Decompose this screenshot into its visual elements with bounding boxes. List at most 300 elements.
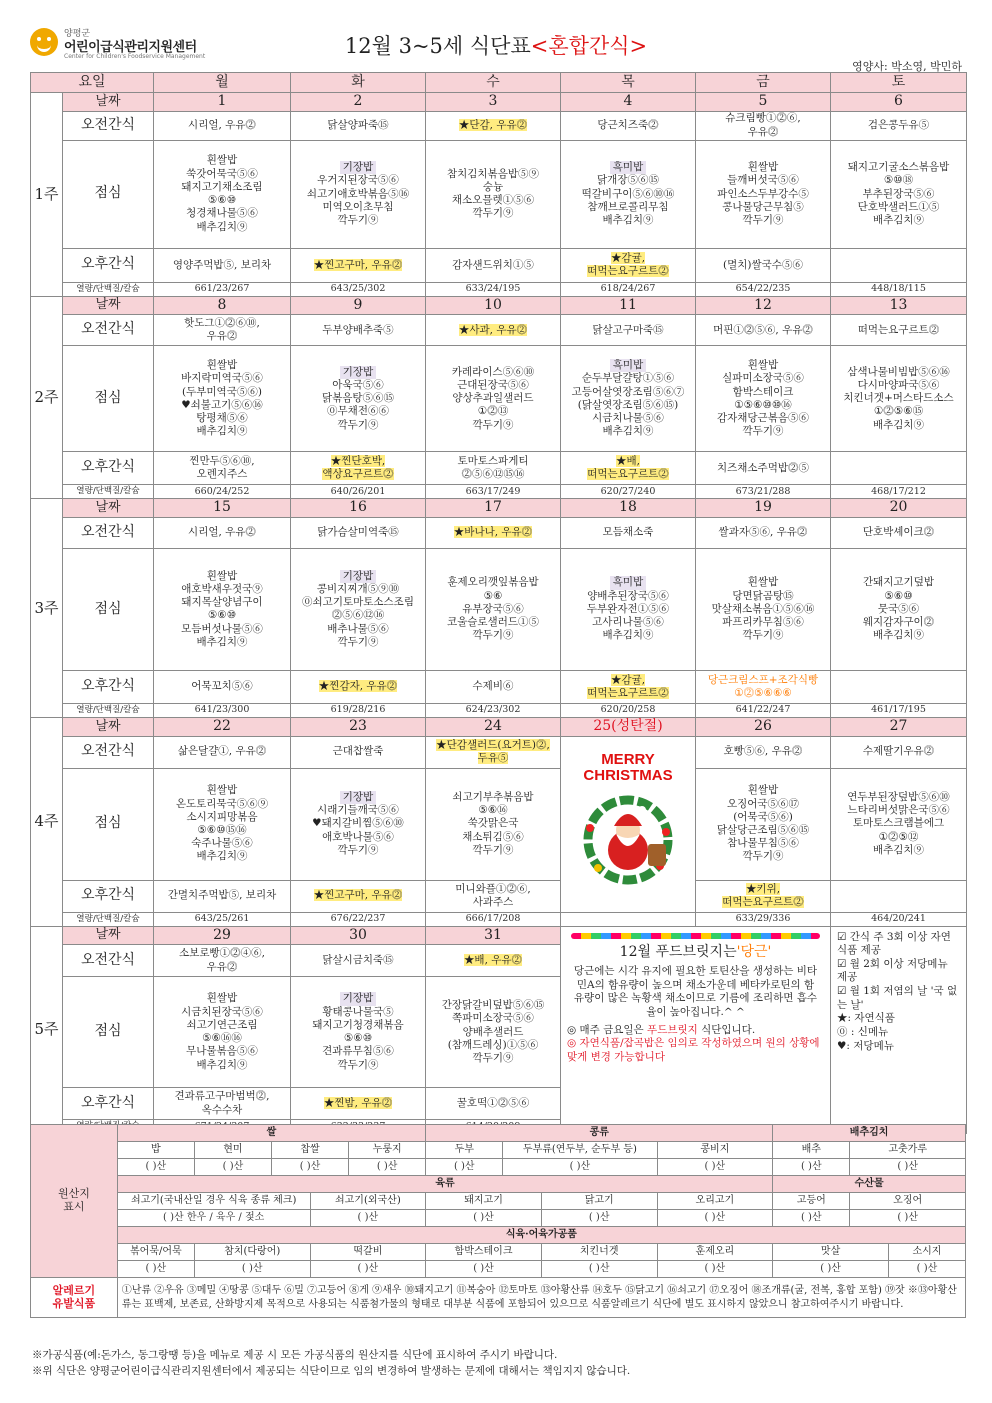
lunch-item: 깍두기⑨	[337, 635, 379, 648]
lunch-item: 깍두기⑨	[742, 425, 784, 438]
lunch-item: 참나물무침⑤⑥	[727, 837, 799, 850]
nutrition-cell: 640/26/201	[291, 485, 426, 499]
date-cell: 20	[831, 499, 967, 518]
lunch-item: 배추김치⑨	[196, 220, 248, 233]
lunch-item: 소시지피망볶음	[186, 810, 258, 823]
lunch-item: 양배추된장국⑤⑥	[587, 589, 669, 602]
date-cell: 26	[696, 717, 831, 736]
lunch-item: 당면닭곰탕⑮	[732, 589, 794, 602]
pm-snack-cell	[154, 670, 291, 703]
nutrition-cell: 676/22/237	[291, 912, 426, 926]
pm-snack-cell	[291, 248, 426, 282]
lunch-item: 맛살채소볶음①⑤⑥⑯	[711, 602, 815, 615]
page-title	[0, 30, 992, 60]
lunch-item: 간돼지고기덮밥	[862, 576, 934, 589]
snack-text: ★단감, 우유⓶	[458, 119, 528, 132]
lunch-item: 미역오이초무침	[322, 200, 394, 213]
origin-item: 볶어묵/어묵	[117, 1244, 194, 1261]
snack-text: 어묵꼬치⑤⑥	[191, 680, 253, 693]
nutrition-cell: 641/23/300	[154, 703, 291, 717]
origin-head-processed: 식육·어육가공품	[117, 1227, 965, 1244]
lunch-item: 닭볶음탕⑤⑥⑮	[321, 392, 395, 405]
christmas-cell	[561, 736, 696, 912]
nutrition-cell	[561, 912, 696, 926]
lunch-item: 떡갈비구이⑤⑥⑩⑯	[581, 187, 675, 200]
origin-item: 밥	[117, 1142, 194, 1159]
origin-value: ( )산	[773, 1159, 850, 1176]
origin-item: 함박스테이크	[426, 1244, 542, 1261]
pm-snack-cell	[696, 670, 831, 703]
nutrition-cell: 643/25/261	[154, 912, 291, 926]
food-bridge-box	[561, 926, 831, 1134]
lunch-item: 고사리나물⑤⑥	[592, 615, 664, 628]
lunch-item: 깍두기⑨	[742, 213, 784, 226]
nutrition-cell: 464/20/241	[831, 912, 967, 926]
origin-item: 쇠고기(외국산)	[310, 1193, 426, 1210]
date-cell: 19	[696, 499, 831, 518]
lunch-item: (어묵국⑤⑥)	[733, 810, 793, 823]
info-body: 당근에는 시각 유지에 필요한 토틴산을 생성하는 비타민A의 함유량이 높으며 채소가운데 베타카로틴의 함유량이 많은 녹황색 채소이므로 기름에 조리하면 흡수율이 높아집니다.^ ^	[573, 965, 818, 1019]
row-label-date: 날짜	[63, 717, 154, 736]
lunch-item: 깍두기⑨	[472, 843, 514, 856]
am-snack-cell	[291, 111, 426, 140]
lunch-cell	[696, 140, 831, 248]
snack-text: 수제비⑥	[472, 680, 514, 693]
lunch-cell	[426, 346, 561, 452]
row-label-pm: 오후간식	[63, 880, 154, 912]
pm-snack-cell	[291, 880, 426, 912]
snack-text: 슈크림빵①⓶⑥, 우유⓶	[725, 112, 801, 138]
origin-value: ( )산	[773, 1210, 850, 1227]
am-snack-cell	[696, 111, 831, 140]
lunch-item: 배추김치⑨	[602, 629, 654, 642]
lunch-item: 닭살당근조림⑤⑥⑮	[716, 824, 810, 836]
lunch-item: 흑미밥	[562, 359, 694, 372]
lunch-item: 기장밥	[292, 791, 424, 804]
lunch-item: 닭개장⑤⑥⑮	[597, 174, 659, 187]
pm-snack-cell	[831, 452, 967, 485]
day-header: 목	[561, 73, 696, 93]
origin-item: 치킨너겟	[541, 1244, 657, 1261]
org-en: Center for Children's Foodservice Management	[64, 53, 206, 60]
snack-text: ★찐고구마, 우유⓶	[313, 258, 403, 271]
nutrition-cell: 468/17/212	[831, 485, 967, 499]
am-snack-cell	[154, 517, 291, 548]
snack-text: 모듬채소죽	[602, 526, 654, 539]
am-snack-cell	[426, 111, 561, 140]
lunch-item: 기장밥	[292, 366, 424, 379]
row-label-pm: 오후간식	[63, 1088, 154, 1120]
snack-text: 수제딸기우유⓶	[862, 745, 935, 758]
date-cell: 27	[831, 717, 967, 736]
am-snack-cell	[426, 517, 561, 548]
lunch-item: 깍두기⑨	[337, 213, 379, 226]
pm-snack-cell	[831, 248, 967, 282]
nutrition-cell: 660/24/252	[154, 485, 291, 499]
lunch-item: 콩나물당근무침⑤	[722, 200, 804, 213]
snack-text: 토마토스파게티 ⓶⑤⑥⑫⑮⑯	[457, 455, 529, 481]
day-header: 월	[154, 73, 291, 93]
nutrition-cell: 633/29/336	[696, 912, 831, 926]
lunch-item: 흰쌀밥	[206, 569, 238, 582]
lunch-item: 흰쌀밥	[206, 784, 238, 797]
nutrition-cell: 633/24/195	[426, 282, 561, 296]
lunch-item: 흑미밥	[562, 576, 694, 589]
snack-text: ★찐감자, 우유⓶	[318, 680, 398, 693]
lunch-item: 돼지목살양념구이	[181, 596, 263, 609]
lunch-item: 깍두기⑨	[337, 843, 379, 856]
origin-item: 찹쌀	[271, 1142, 348, 1159]
lunch-item: ⑤⑥⑩	[343, 1032, 373, 1045]
lunch-item: 바지락미역국⑤⑥	[181, 372, 263, 385]
origin-value: ( )산	[310, 1210, 426, 1227]
origin-value: ( )산	[773, 1261, 889, 1278]
lunch-item: 느타리버섯맑은국⑤⑥	[847, 804, 950, 817]
origin-item: 콩비지	[657, 1142, 773, 1159]
origin-value: ( )산	[426, 1159, 503, 1176]
week-label: 5주	[31, 926, 63, 1134]
nutrition-cell: 448/18/115	[831, 282, 967, 296]
am-snack-cell	[154, 315, 291, 346]
origin-item: 오리고기	[657, 1193, 773, 1210]
am-snack-cell	[291, 736, 426, 768]
lunch-item: ♥쇠불고기⑤⑥⑯	[181, 398, 263, 411]
row-label-date: 날짜	[63, 499, 154, 518]
lunch-cell	[561, 140, 696, 248]
lunch-cell	[831, 346, 967, 452]
lunch-cell	[426, 977, 561, 1088]
lunch-item: 깍두기⑨	[472, 207, 514, 220]
origin-item: 오징어	[850, 1193, 966, 1210]
nutrition-cell: 643/25/302	[291, 282, 426, 296]
row-label-nutrition: 열량/단백질/칼슘	[63, 485, 154, 499]
color-bar	[571, 933, 820, 939]
nutrition-cell: 624/23/302	[426, 703, 561, 717]
pm-snack-cell	[154, 1088, 291, 1120]
lunch-item: 배추김치⑨	[602, 425, 654, 438]
snack-text: 감자샌드위치①⑤	[452, 258, 534, 271]
lunch-item: 배추김치⑨	[602, 213, 654, 226]
origin-item: 고춧가루	[850, 1142, 966, 1159]
lunch-cell	[154, 346, 291, 452]
row-label-pm: 오후간식	[63, 452, 154, 485]
lunch-item: 흑미밥	[562, 161, 694, 174]
snack-text: 소보로빵①⓶④⑥, 우유⓶	[179, 947, 265, 973]
lunch-item: 깍두기⑨	[742, 850, 784, 863]
origin-value: ( )산	[310, 1261, 426, 1278]
snack-text: 머핀①⓶⑤⑥, 우유⓶	[713, 323, 813, 336]
lunch-cell	[696, 346, 831, 452]
origin-section-label: 원산지 표시	[31, 1125, 118, 1278]
row-label-am: 오전간식	[63, 736, 154, 768]
lunch-item: 연두부된장덮밥⑤⑥⑩	[847, 790, 950, 803]
lunch-item: 단호박샐러드①⑤	[857, 200, 940, 213]
date-cell: 4	[561, 93, 696, 112]
lunch-cell	[831, 140, 967, 248]
nutrition-cell: 673/21/288	[696, 485, 831, 499]
lunch-item: 견과류무침⑤⑥	[322, 1045, 394, 1058]
origin-head-seafood: 수산물	[773, 1176, 966, 1193]
nutrition-cell: 654/22/235	[696, 282, 831, 296]
origin-value: ( )산	[503, 1159, 657, 1176]
org-name: 어린이급식관리지원센터	[64, 40, 197, 55]
lunch-item: 숭늉	[482, 180, 504, 193]
snack-text: ★찐단호박, 액상요구르트⓶	[322, 455, 394, 481]
lunch-item: 우거지된장국⑤⑥	[317, 174, 399, 187]
lunch-cell	[291, 548, 426, 670]
lunch-item: ♥돼지갈비찜⑤⑥⑩	[312, 817, 404, 830]
date-cell: 12	[696, 296, 831, 315]
lunch-item: 배추김치⑨	[872, 213, 925, 226]
pm-snack-cell	[426, 880, 561, 912]
snack-text: ★찐밤, 우유⓶	[323, 1097, 393, 1110]
am-snack-cell	[831, 736, 967, 768]
row-label-lunch: 점심	[63, 768, 154, 880]
snack-text: 핫도그①⓶⑥⑩, 우유⓶	[184, 317, 260, 343]
origin-head-rice: 쌀	[117, 1125, 425, 1142]
am-snack-cell	[561, 315, 696, 346]
lunch-item: ⑤⑥	[483, 589, 503, 602]
lunch-item: 깍두기⑨	[742, 629, 784, 642]
origin-value: ( )산	[657, 1159, 773, 1176]
lunch-item: 코울슬로샐러드①⑤	[446, 615, 539, 628]
lunch-item: 훈제오리깻잎볶음밥	[447, 576, 539, 589]
origin-value: ( )산	[541, 1261, 657, 1278]
origin-item: 현미	[194, 1142, 271, 1159]
lunch-item: 무나물볶음⑤⑥	[186, 1045, 258, 1058]
origin-value: ( )산	[426, 1210, 542, 1227]
allergy-text: ①난류 ②우유 ③메밀 ④땅콩 ⑤대두 ⑥밀 ⑦고등어 ⑧게 ⑨새우 ⑩돼지고기 ⑪복숭아 ⑫토마토 ⑬아황산류 ⑭호두 ⑮닭고기 ⑯쇠고기 ⑰오징어 ⑱조개류(굴, 전복, 홍합 포함) ⑲잣 ※⑬아황산류는 표백제, 보존료, 산화방지제 목적으로 사용되는 식품첨가물의 형태로 대부분 식품에 포함되어 있으므로 식품알레르기 식단에 별도 표시하지 않았으니 참고하여주시기 바랍니다.	[117, 1278, 965, 1318]
lunch-cell	[426, 768, 561, 880]
origin-value: ( )산	[541, 1210, 657, 1227]
lunch-item: 돼지고기굴소스볶음밥	[847, 161, 950, 174]
origin-item: 돼지고기	[426, 1193, 542, 1210]
lunch-item: 참깨브로콜리무침	[587, 200, 669, 213]
snack-text: (멸치)쌀국수⑤⑥	[723, 258, 803, 271]
origin-item: 떡갈비	[310, 1244, 426, 1261]
am-snack-cell	[426, 736, 561, 768]
am-snack-cell	[561, 111, 696, 140]
info-title: 12월 푸드브릿지는'당근'	[619, 943, 772, 960]
lunch-item: 순두부달걀탕①⑤⑥	[581, 372, 675, 385]
allergy-label: 알레르기 유발식품	[31, 1278, 118, 1318]
origin-value: ( )산	[271, 1159, 348, 1176]
am-snack-cell	[291, 315, 426, 346]
snack-text: 닭살양파죽⑮	[327, 119, 389, 132]
origin-table	[30, 1124, 966, 1318]
lunch-item: 배추김치⑨	[196, 635, 248, 648]
date-cell: 11	[561, 296, 696, 315]
pm-snack-cell	[831, 880, 967, 912]
lunch-cell	[696, 548, 831, 670]
pm-snack-cell	[561, 452, 696, 485]
lunch-item: 간장닭갈비덮밥⑤⑥⑮	[441, 999, 545, 1012]
lunch-item: 삼색나물비빔밥⑤⑥⑯	[847, 365, 950, 378]
lunch-item: 깍두기⑨	[472, 1051, 514, 1064]
snack-text: ★배, 떠먹는요구르트⓶	[587, 455, 669, 481]
day-header: 수	[426, 73, 561, 93]
lunch-item: ⑤⑥⑯⑯	[202, 1032, 242, 1045]
footer-notes	[32, 1347, 630, 1380]
lunch-item: 깍두기⑨	[472, 418, 514, 431]
lunch-item: 쇠고기부추볶음밥	[452, 790, 534, 803]
nutrition-cell: 620/20/258	[561, 703, 696, 717]
row-label-pm: 오후간식	[63, 248, 154, 282]
legend-item: ★: 자연식품	[837, 1012, 895, 1025]
lunch-item: 깍두기⑨	[337, 418, 379, 431]
am-snack-cell	[291, 945, 426, 977]
row-label-pm: 오후간식	[63, 670, 154, 703]
lunch-cell	[696, 768, 831, 880]
pm-snack-cell	[426, 248, 561, 282]
lunch-item: 참치김치볶음밥⑤⑨	[446, 167, 539, 180]
pm-snack-cell	[696, 248, 831, 282]
row-label-nutrition: 열량/단백질/칼슘	[63, 703, 154, 717]
row-label-lunch: 점심	[63, 548, 154, 670]
pm-snack-cell	[426, 452, 561, 485]
am-snack-cell	[696, 736, 831, 768]
lunch-item: ①⓶⑬	[477, 405, 509, 418]
row-label-am: 오전간식	[63, 111, 154, 140]
lunch-cell	[291, 346, 426, 452]
am-snack-cell	[561, 517, 696, 548]
row-label-nutrition: 열량/단백질/칼슘	[63, 912, 154, 926]
origin-value: ( )산	[850, 1210, 966, 1227]
snack-text: 쌀과자⑤⑥, 우유⓶	[718, 526, 808, 539]
origin-item: 두부류(연두부, 순두부 등)	[503, 1142, 657, 1159]
merry-christmas-text: MERRY CHRISTMAS	[583, 751, 673, 784]
nutrition-cell: 619/28/216	[291, 703, 426, 717]
lunch-item: 탕평채⑤⑥	[196, 411, 248, 424]
legend-item: ☑ 월 1회 저염의 날 '국 없는 날'	[837, 985, 958, 1011]
lunch-item: 기장밥	[292, 570, 424, 583]
day-header: 토	[831, 73, 967, 93]
origin-value: ( )산	[426, 1261, 542, 1278]
lunch-item: ⓪무채전⑥⑥	[327, 405, 389, 418]
lunch-item: 배추김치⑨	[196, 850, 248, 863]
snack-text: 미니와플①⓶⑥, 사과주스	[455, 882, 531, 908]
lunch-item: 흰쌀밥	[206, 359, 238, 372]
origin-item: 맛살	[773, 1244, 889, 1261]
origin-value: ( )산	[194, 1261, 310, 1278]
lunch-item: 유부장국⑤⑥	[462, 602, 524, 615]
am-snack-cell	[154, 945, 291, 977]
lunch-item: 시금치나물⑤⑥	[592, 411, 664, 424]
lunch-cell	[154, 140, 291, 248]
santa-wreath-icon	[568, 788, 688, 888]
title-main: 12월 3~5세 식단표	[344, 34, 531, 58]
date-cell: 5	[696, 93, 831, 112]
snack-text: ★배, 우유⓶	[463, 954, 523, 967]
lunch-item: 배추김치⑨	[196, 425, 248, 438]
week-label: 3주	[31, 499, 63, 718]
lunch-item: 애호박나물⑤⑥	[322, 830, 394, 843]
date-cell: 6	[831, 93, 967, 112]
lunch-item: 뭇국⑤⑥	[877, 602, 920, 615]
lunch-item: 토마토스크램블에그	[852, 817, 945, 830]
lunch-item: 배추김치⑨	[872, 629, 925, 642]
row-label-am: 오전간식	[63, 945, 154, 977]
snack-text: 단호박셰이크⓶	[862, 526, 935, 539]
lunch-item: 아욱국⑤⑥	[332, 378, 384, 391]
day-header: 요일	[31, 73, 154, 93]
info-note-2: ◎ 자연식품/잡곡밥은 임의로 작성하였으며 원의 상황에 맞게 변경 가능합니다	[567, 1037, 820, 1063]
origin-value: ( )산	[657, 1261, 773, 1278]
pm-snack-cell	[154, 880, 291, 912]
row-label-date: 날짜	[63, 926, 154, 945]
snack-text: 시리얼, 우유⓶	[188, 526, 256, 539]
row-label-am: 오전간식	[63, 517, 154, 548]
snack-text: ★키위, 떠먹는요구르트⓶	[722, 882, 804, 908]
date-cell: 15	[154, 499, 291, 518]
lunch-cell	[831, 548, 967, 670]
origin-value: ( )산 한우 / 육우 / 젖소	[117, 1210, 310, 1227]
legend-item: ☑ 월 2회 이상 저당메뉴 제공	[837, 957, 948, 984]
snack-text: 견과류고구마범벅⓶, 옥수수차	[174, 1090, 270, 1116]
date-cell: 29	[154, 926, 291, 945]
lunch-item: 두부완자전①⑤⑥	[586, 602, 670, 615]
lunch-cell	[291, 977, 426, 1088]
lunch-item: 치킨너겟+머스타드소스	[843, 392, 954, 405]
snack-text: 두부양배추죽⑤	[322, 323, 394, 336]
lunch-item: ⓪쇠고기토마토소스조림	[302, 596, 414, 609]
lunch-item: 파인소스두부강수⑤	[717, 187, 809, 200]
lunch-item: 오징어국⑤⑥⑰	[726, 797, 800, 810]
snack-text: ★바나나, 우유⓶	[453, 526, 533, 539]
am-snack-cell	[696, 517, 831, 548]
lunch-cell	[154, 548, 291, 670]
am-snack-cell	[696, 315, 831, 346]
snack-text: 호빵⑤⑥, 우유⓶	[723, 745, 803, 758]
nutrition-cell: 663/17/249	[426, 485, 561, 499]
origin-item: 소시지	[888, 1244, 965, 1261]
lunch-item: 근대된장국⑤⑥	[457, 378, 529, 391]
date-cell: 24	[426, 717, 561, 736]
lunch-item: 쑥갓어묵국⑤⑥	[186, 167, 258, 180]
staff-line: 영양사: 박소영, 박민하	[852, 60, 962, 73]
origin-value: ( )산	[850, 1159, 966, 1176]
origin-item: 훈제오리	[657, 1244, 773, 1261]
lunch-item: 고등어살엿장조림⑤⑥⑦	[571, 385, 685, 398]
row-label-lunch: 점심	[63, 977, 154, 1088]
origin-value: ( )산	[117, 1159, 194, 1176]
title-sub: <혼합간식>	[530, 34, 648, 58]
pm-snack-cell	[561, 248, 696, 282]
lunch-item: 콩비지찌개⑤⑨⑩	[316, 582, 400, 595]
lunch-item: 시래기들깨국⑤⑥	[317, 804, 399, 817]
lunch-item: 황태콩나물국⑤	[322, 1005, 394, 1018]
lunch-cell	[426, 140, 561, 248]
lunch-item: 애호박새우젓국⑨	[181, 582, 263, 595]
snack-text: 삶은달걀①, 우유⓶	[177, 745, 267, 758]
date-cell: 9	[291, 296, 426, 315]
lunch-item: 함박스테이크	[732, 385, 794, 398]
snack-text: 닭살고구마죽⑮	[592, 323, 664, 336]
lunch-item: 쇠고기연근조림	[186, 1018, 258, 1031]
date-cell: 3	[426, 93, 561, 112]
snack-text: 당근치즈죽⓶	[597, 119, 659, 132]
date-cell: 1	[154, 93, 291, 112]
week-label: 2주	[31, 296, 63, 499]
row-label-lunch: 점심	[63, 140, 154, 248]
snack-text: 시리얼, 우유⓶	[188, 119, 256, 132]
week-label: 1주	[31, 93, 63, 297]
lunch-item: ⑤⑥⑯	[478, 804, 508, 817]
nutrition-cell: 618/24/267	[561, 282, 696, 296]
legend-item: ♥: 저당메뉴	[837, 1039, 894, 1052]
origin-value: ( )산	[194, 1159, 271, 1176]
lunch-item: 채소튀김⑤⑥	[462, 830, 524, 843]
